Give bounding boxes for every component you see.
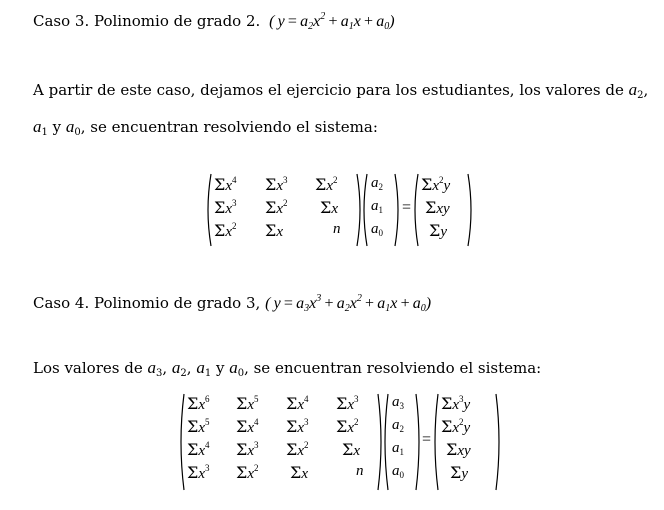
m1-rhs2: Σxy	[425, 198, 450, 217]
m1-equals: =	[402, 199, 412, 216]
m2-r2c4: $\Sigma x^2$	[336, 417, 359, 436]
m2-a3: $a_3$	[392, 394, 404, 411]
caso4-formula: ( $y = a_3x^3 + a_2x^2 + a_1x + a_0$)	[265, 293, 432, 314]
m2-rhs1: $\Sigma x^3y$	[441, 394, 471, 413]
m1-r1c2: $\Sigma x^3$	[265, 175, 288, 194]
m1-r3c2: Σx	[265, 221, 283, 240]
paragraph2-line: Los valores de $a_3$, $a_2$, $a_1$ y $a_0$, se encuentran resolviendo el sistema:	[33, 358, 542, 379]
m2-r4c2: $\Sigma x^2$	[236, 463, 259, 482]
m2-r1c2: $\Sigma x^5$	[236, 394, 259, 413]
m2-rhs4: Σy	[450, 463, 468, 482]
m2-r4c1: $\Sigma x^3$	[187, 463, 210, 482]
paragraph1-line2: $a_1$ y $a_0$, se encuentran resolviendo el sistema:	[33, 117, 378, 138]
m1-r3c3: n	[333, 221, 341, 237]
caso3-line	[33, 12, 395, 31]
m2-r3c1: $\Sigma x^4$	[187, 440, 210, 459]
m2-r4c3: Σx	[290, 463, 308, 482]
m1-rhs3: Σy	[429, 221, 447, 240]
m1-r2c2: $\Sigma x^2$	[265, 198, 288, 217]
caso3-formula: ( $y = a_2x^2 + a_1x + a_0$)	[265, 11, 395, 32]
m2-a2: $a_2$	[392, 417, 404, 434]
m1-r1c1: $\Sigma x^4$	[214, 175, 237, 194]
system1-equation	[205, 170, 475, 250]
m2-r1c4: $\Sigma x^3$	[336, 394, 359, 413]
m2-rhs2: $\Sigma x^2y$	[441, 417, 471, 436]
m1-r3c1: $\Sigma x^2$	[214, 221, 237, 240]
m1-r2c1: $\Sigma x^3$	[214, 198, 237, 217]
m2-r3c3: $\Sigma x^2$	[286, 440, 309, 459]
caso4-line	[33, 294, 431, 313]
caso4-heading: Caso 4. Polinomio de grado 3,	[33, 294, 261, 312]
m1-a1: $a_1$	[371, 198, 383, 215]
m2-r1c1: $\Sigma x^6$	[187, 394, 210, 413]
m2-r2c3: $\Sigma x^3$	[286, 417, 309, 436]
m2-a0: $a_0$	[392, 463, 404, 480]
m1-r2c3: Σx	[320, 198, 338, 217]
paragraph1-line1: A partir de este caso, dejamos el ejercicio para los estudiantes, los valores de $a_2$,	[33, 80, 649, 101]
caso3-heading: Caso 3. Polinomio de grado 2.	[33, 12, 261, 30]
system2-equation	[178, 390, 508, 495]
m2-r1c3: $\Sigma x^4$	[286, 394, 309, 413]
m2-equals: =	[422, 431, 432, 448]
m2-r2c1: $\Sigma x^5$	[187, 417, 210, 436]
m1-a2: $a_2$	[371, 175, 383, 192]
m2-r3c4: Σx	[342, 440, 360, 459]
m1-r1c3: $\Sigma x^2$	[315, 175, 338, 194]
m1-rhs1: $\Sigma x^2y$	[421, 175, 451, 194]
m1-a0: $a_0$	[371, 221, 383, 238]
m2-r4c4: n	[356, 463, 364, 479]
m2-a1: $a_1$	[392, 440, 404, 457]
m2-rhs3: Σxy	[446, 440, 471, 459]
m2-r2c2: $\Sigma x^4$	[236, 417, 259, 436]
m2-r3c2: $\Sigma x^3$	[236, 440, 259, 459]
